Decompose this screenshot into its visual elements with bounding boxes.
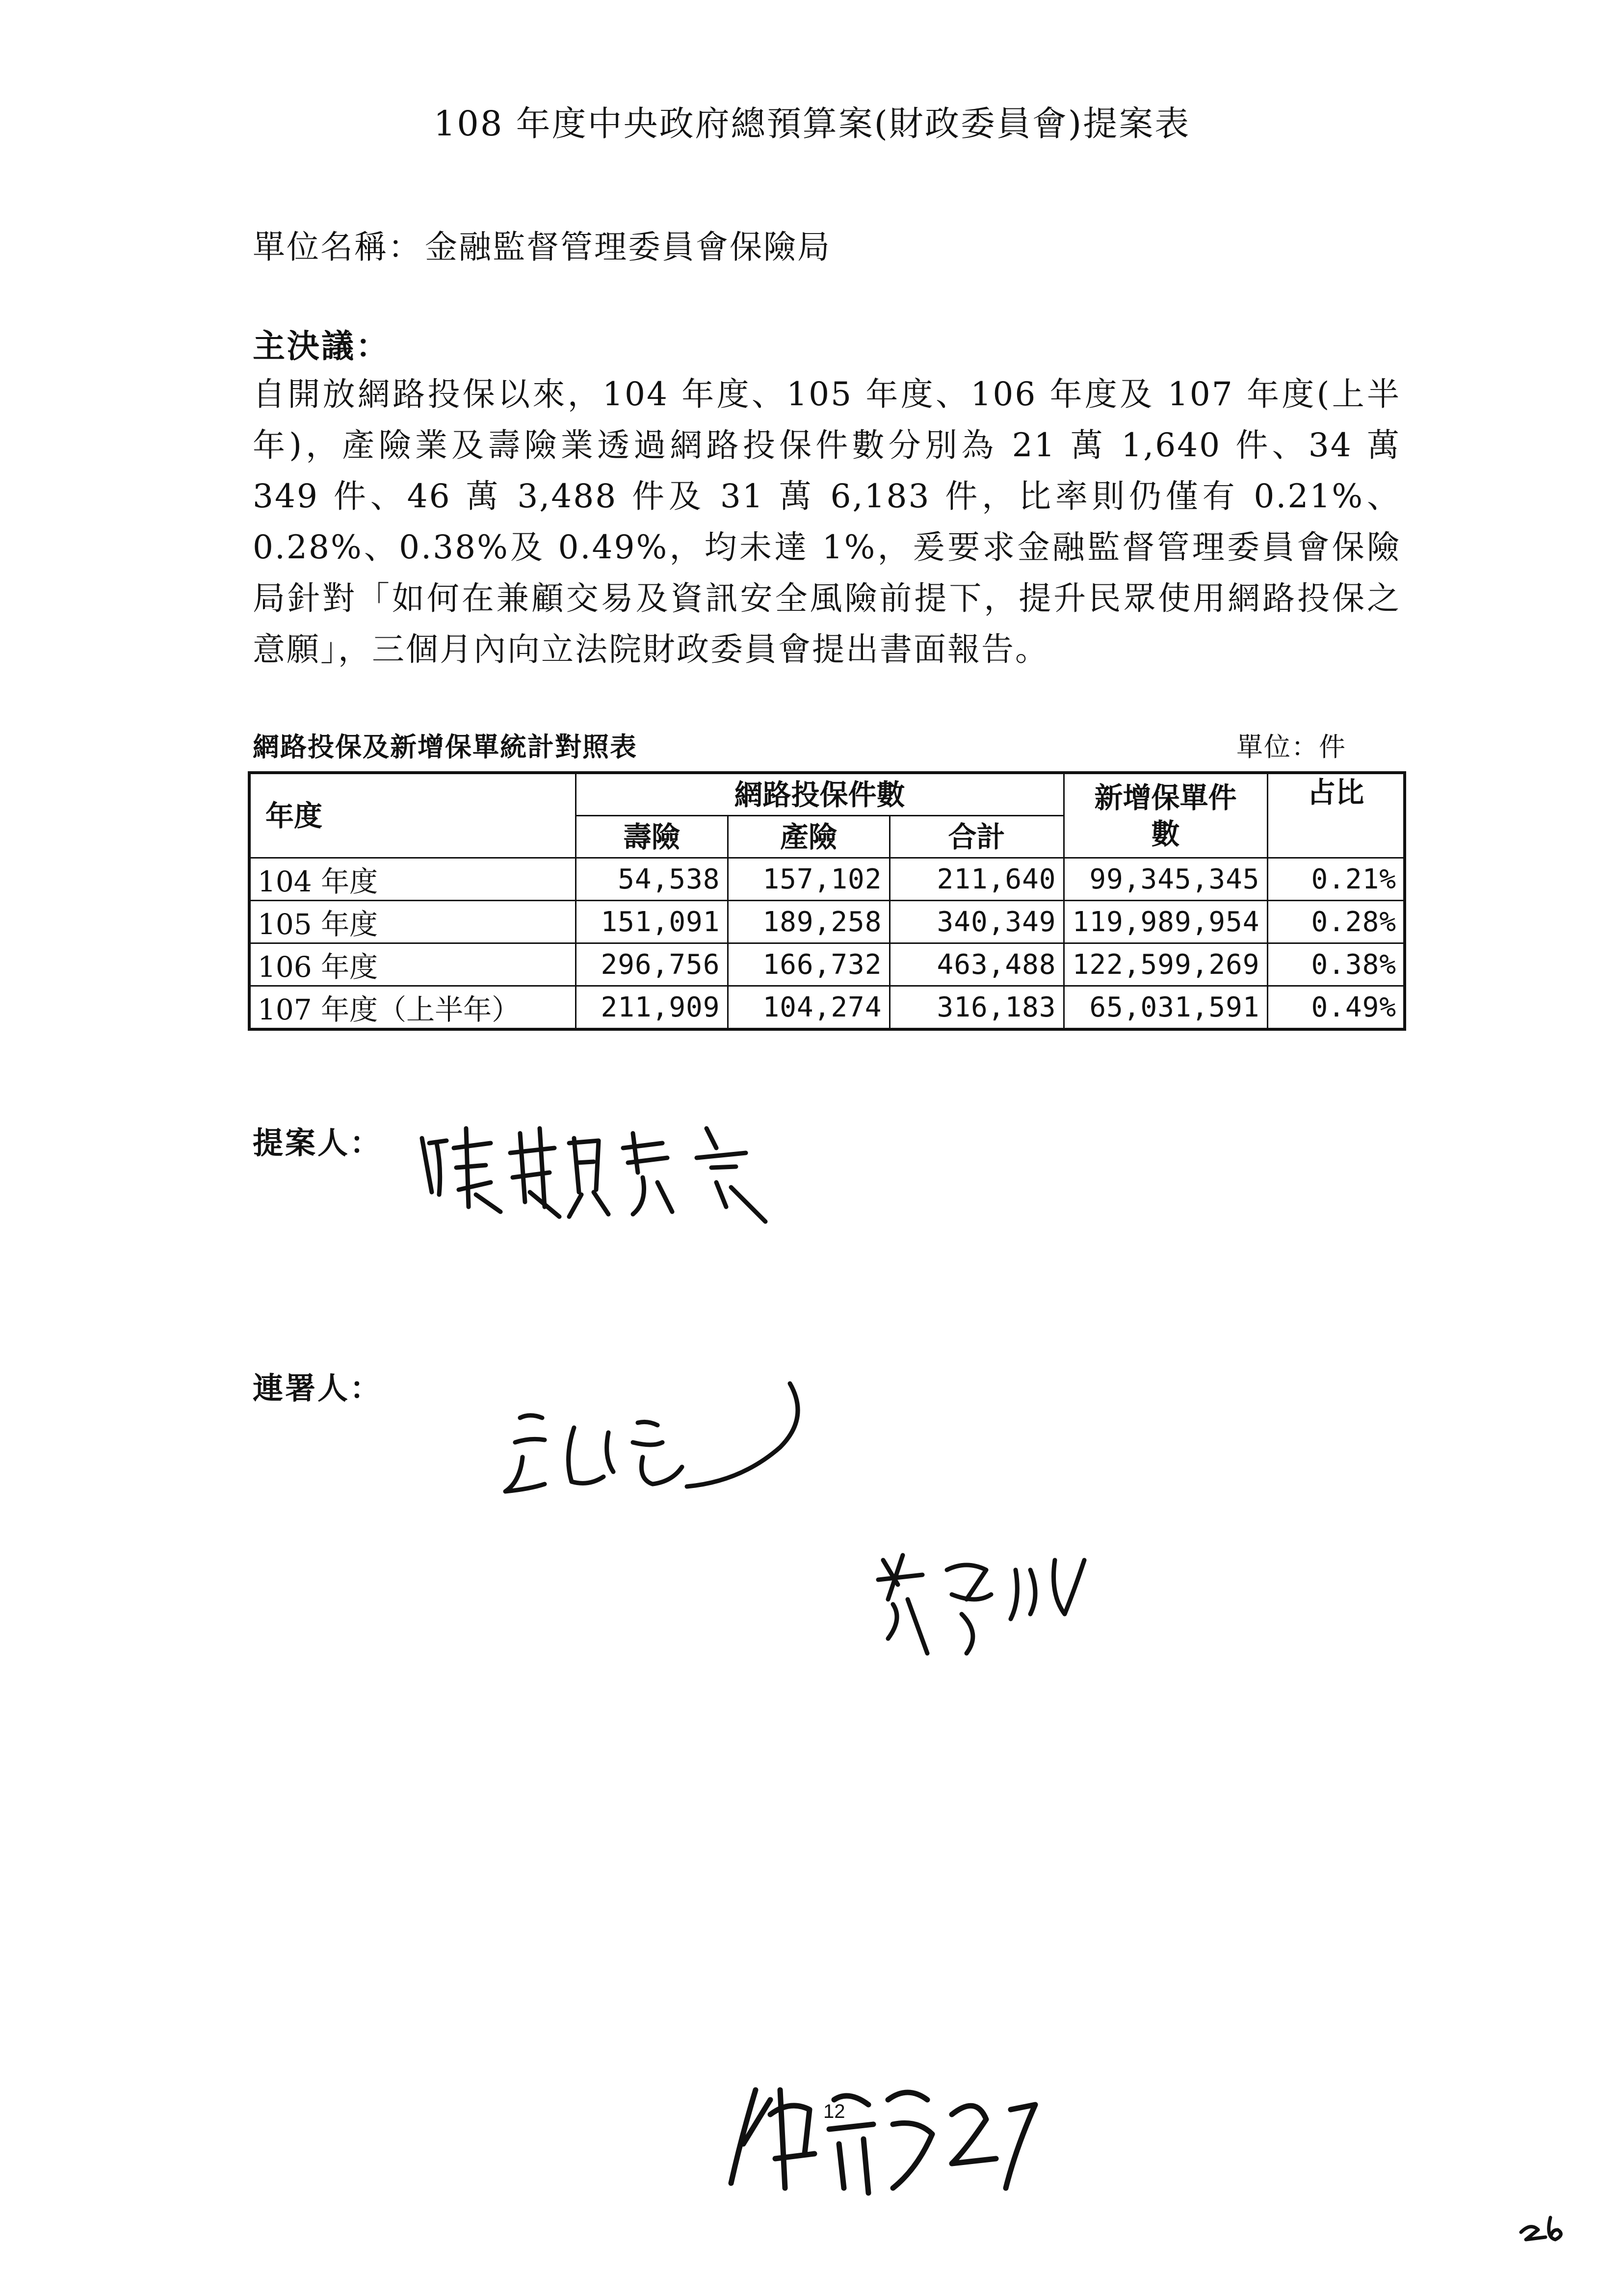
header-property: 產險	[728, 816, 890, 858]
cell-property: 189,258	[728, 901, 890, 943]
cell-property: 166,732	[728, 943, 890, 986]
cell-year: 105 年度	[249, 901, 576, 943]
statistics-table	[248, 771, 1406, 1031]
header-total: 合計	[890, 816, 1064, 858]
table-row	[249, 858, 1405, 901]
cell-year: 106 年度	[249, 943, 576, 986]
header-year: 年度	[249, 773, 576, 858]
cell-year: 104 年度	[249, 858, 576, 901]
cosigner-signature-2	[868, 1540, 1143, 1668]
table-header-row	[249, 773, 1405, 816]
header-life: 壽險	[576, 816, 728, 858]
cosigner-label: 連署人：	[253, 1370, 383, 1406]
cell-total: 463,488	[890, 943, 1064, 986]
cell-total: 211,640	[890, 858, 1064, 901]
table-unit: 單位：件	[1236, 731, 1346, 762]
cell-property: 157,102	[728, 858, 890, 901]
table-row	[249, 986, 1405, 1030]
cell-life: 151,091	[576, 901, 728, 943]
cell-total: 316,183	[890, 986, 1064, 1030]
cell-property: 104,274	[728, 986, 890, 1030]
table-row	[249, 901, 1405, 943]
cell-year: 107 年度（上半年）	[249, 986, 576, 1030]
cell-new-policies: 119,989,954	[1064, 901, 1267, 943]
cell-life: 296,756	[576, 943, 728, 986]
header-ratio: 占比	[1267, 773, 1405, 858]
cell-ratio: 0.28%	[1267, 901, 1405, 943]
unit-label: 單位名稱：	[253, 228, 422, 266]
table-row	[249, 943, 1405, 986]
cell-life: 54,538	[576, 858, 728, 901]
page-number: 12	[823, 2101, 845, 2122]
cell-ratio: 0.21%	[1267, 858, 1405, 901]
stamp-handwriting	[721, 2070, 1055, 2208]
cell-total: 340,349	[890, 901, 1064, 943]
header-new-policies	[1064, 773, 1267, 858]
table-caption: 網路投保及新增保單統計對照表	[253, 731, 637, 762]
resolution-label: 主決議：	[253, 327, 390, 365]
unit-line	[253, 221, 831, 267]
resolution-text	[253, 369, 1401, 675]
unit-name: 金融監督管理委員會保險局	[425, 228, 831, 266]
cell-new-policies: 65,031,591	[1064, 986, 1267, 1030]
cell-life: 211,909	[576, 986, 728, 1030]
cell-new-policies: 99,345,345	[1064, 858, 1267, 901]
resolution-paragraph: 自開放網路投保以來，104 年度、105 年度、106 年度及 107 年度(上半年)，產險業及壽險業透過網路投保件數分別為 21 萬 1,640 件、34 萬 349 件、46 萬 3,488 件及 31 萬 6,183 件，比率則仍僅有 0.21%、0.28%、0.38%及 0.49%，均未達 1%，爰要求金融監督管理委員會保險局針對「如何在兼顧交易及資訊安全風險前提下，提升民眾使用網路投保之意願」，三個月內向立法院財政委員會提出書面報告。	[253, 375, 1401, 668]
header-new-policies-text: 新增保單件數	[1094, 781, 1237, 851]
document-title: 108 年度中央政府總預算案(財政委員會)提案表	[433, 104, 1191, 144]
header-online-group: 網路投保件數	[576, 773, 1064, 816]
cosigner-signature-1	[486, 1374, 878, 1531]
proposer-label: 提案人：	[253, 1125, 383, 1161]
corner-page-mark	[1516, 2208, 1575, 2247]
cell-new-policies: 122,599,269	[1064, 943, 1267, 986]
proposer-signature	[412, 1109, 805, 1236]
cell-ratio: 0.49%	[1267, 986, 1405, 1030]
cell-ratio: 0.38%	[1267, 943, 1405, 986]
